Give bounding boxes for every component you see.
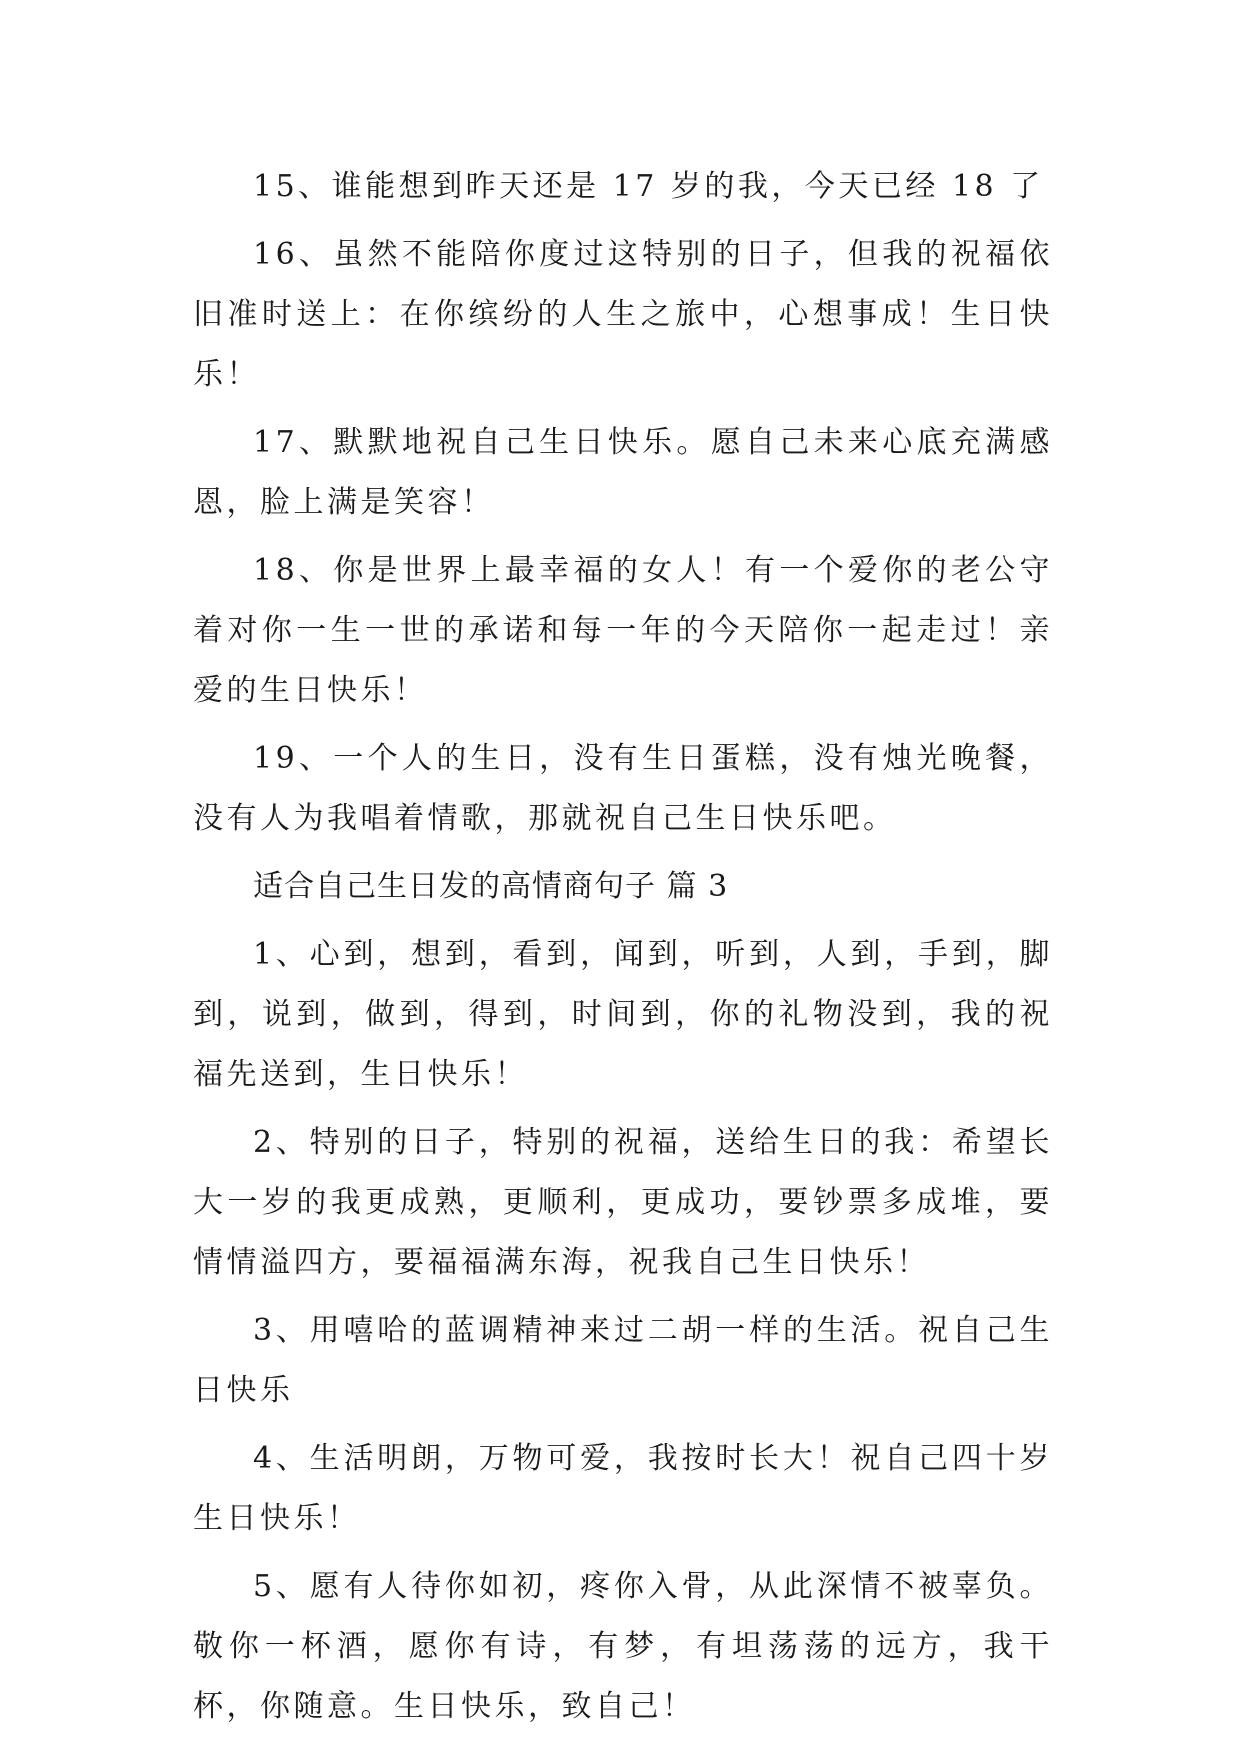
paragraph-19: 19、一个人的生日，没有生日蛋糕，没有烛光晚餐，没有人为我唱着情歌，那就祝自己生日快乐吧。 <box>193 741 1053 836</box>
document-body <box>193 157 1053 1745</box>
paragraph-1: 1、心到，想到，看到，闻到，听到，人到，手到，脚到，说到，做到，得到，时间到，你的礼物没到，我的祝福先送到，生日快乐！ <box>193 937 1053 1092</box>
paragraph-4: 4、生活明朗，万物可爱，我按时长大！祝自己四十岁生日快乐！ <box>193 1441 1053 1536</box>
paragraph-17: 17、默默地祝自己生日快乐。愿自己未来心底充满感恩，脸上满是笑容！ <box>193 425 1053 520</box>
section-heading: 适合自己生日发的高情商句子 篇 3 <box>253 869 729 904</box>
paragraph-5: 5、愿有人待你如初，疼你入骨，从此深情不被辜负。敬你一杯酒，愿你有诗，有梦，有坦荡荡的远方，我干杯，你随意。生日快乐，致自己！ <box>193 1569 1053 1724</box>
paragraph-15: 15、谁能想到昨天还是 17 岁的我，今天已经 18 了 <box>253 169 1044 204</box>
paragraph-3: 3、用嘻哈的蓝调精神来过二胡一样的生活。祝自己生日快乐 <box>193 1313 1053 1408</box>
paragraph-2: 2、特别的日子，特别的祝福，送给生日的我：希望长大一岁的我更成熟，更顺利，更成功，要钞票多成堆，要情情溢四方，要福福满东海，祝我自己生日快乐！ <box>193 1125 1053 1280</box>
paragraph-16: 16、虽然不能陪你度过这特别的日子，但我的祝福依旧准时送上：在你缤纷的人生之旅中，心想事成！生日快乐！ <box>193 237 1053 392</box>
paragraph-18: 18、你是世界上最幸福的女人！有一个爱你的老公守着对你一生一世的承诺和每一年的今天陪你一起走过！亲爱的生日快乐！ <box>193 553 1053 708</box>
